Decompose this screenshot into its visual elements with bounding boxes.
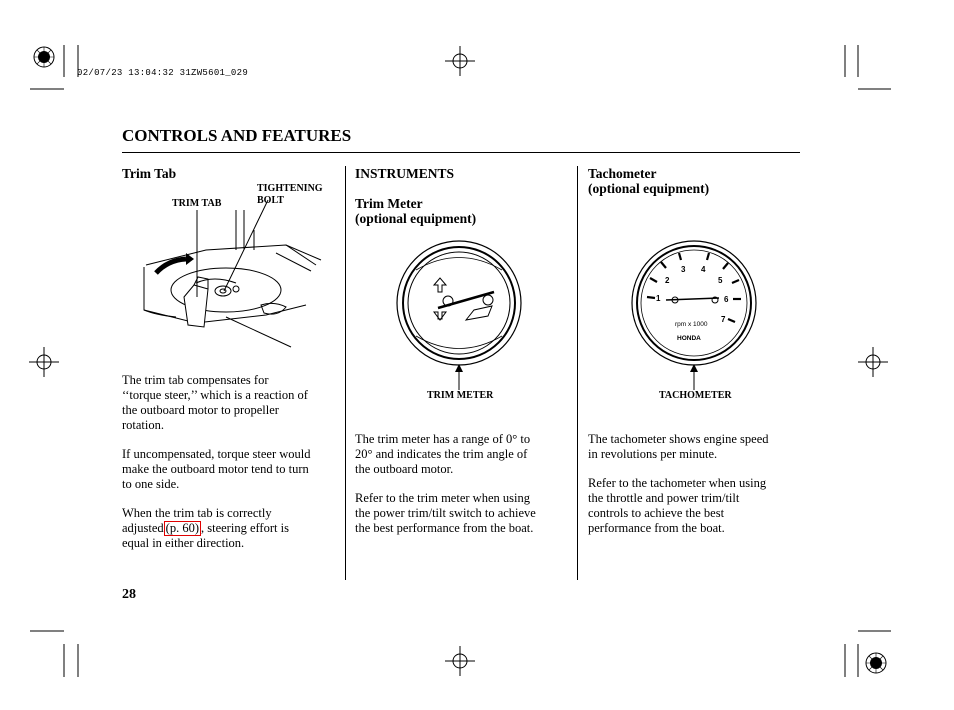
trim-tab-para-2: If uncompensated, torque steer would make the outboard motor tend to turn to one side. bbox=[122, 447, 311, 491]
trim-tab-heading: Trim Tab bbox=[122, 166, 177, 181]
tach-number-5: 5 bbox=[718, 276, 723, 285]
trim-tab-label: TRIM TAB bbox=[172, 198, 222, 209]
column-divider-2 bbox=[577, 166, 578, 580]
trim-tab-para-3: When the trim tab is correctly adjusted (p. 60) , steering effort is equal in either direction. bbox=[122, 506, 289, 550]
tach-number-6: 6 bbox=[724, 295, 729, 304]
tach-number-2: 2 bbox=[665, 276, 670, 285]
trim-meter-heading: Trim Meter (optional equipment) bbox=[355, 196, 477, 226]
print-stamp: 02/07/23 13:04:32 31ZW5601_029 bbox=[77, 68, 249, 78]
tach-number-4: 4 bbox=[701, 265, 706, 274]
tachometer-gauge bbox=[631, 240, 761, 400]
trim-tab-para-1: The trim tab compensates for ‘‘torque steer,’’ which is a reaction of the outboard motor to propeller rotation. bbox=[122, 373, 308, 432]
trim-meter-para-2: Refer to the trim meter when using the power trim/tilt switch to achieve the best performance from the boat. bbox=[355, 491, 536, 535]
brand-logo: HONDA bbox=[677, 335, 701, 342]
tachometer-para-2: Refer to the tachometer when using the throttle and power trim/tilt controls to achieve the best performance from the boat. bbox=[588, 476, 767, 535]
tachometer-heading: Tachometer (optional equipment) bbox=[588, 166, 710, 196]
page-60-link[interactable]: (p. 60) bbox=[165, 521, 199, 535]
trim-tab-illustration bbox=[136, 205, 336, 355]
tachometer-label: TACHOMETER bbox=[659, 390, 732, 401]
tachometer-para-1: The tachometer shows engine speed in revolutions per minute. bbox=[588, 432, 769, 461]
tightening-bolt-label: TIGHTENING BOLT bbox=[257, 183, 323, 206]
header-rule bbox=[122, 152, 800, 153]
trim-meter-label: TRIM METER bbox=[427, 390, 494, 401]
trim-meter-gauge bbox=[396, 240, 526, 400]
page-number: 28 bbox=[122, 587, 136, 602]
trim-meter-para-1: The trim meter has a range of 0° to 20° and indicates the trim angle of the outboard motor. bbox=[355, 432, 531, 476]
section-title: CONTROLS AND FEATURES bbox=[122, 126, 352, 145]
tach-number-1: 1 bbox=[656, 294, 661, 303]
tach-number-7: 7 bbox=[721, 315, 726, 324]
tach-number-3: 3 bbox=[681, 265, 686, 274]
instruments-heading: INSTRUMENTS bbox=[355, 166, 455, 181]
tach-unit-label: rpm x 1000 bbox=[675, 321, 708, 328]
column-divider-1 bbox=[345, 166, 346, 580]
